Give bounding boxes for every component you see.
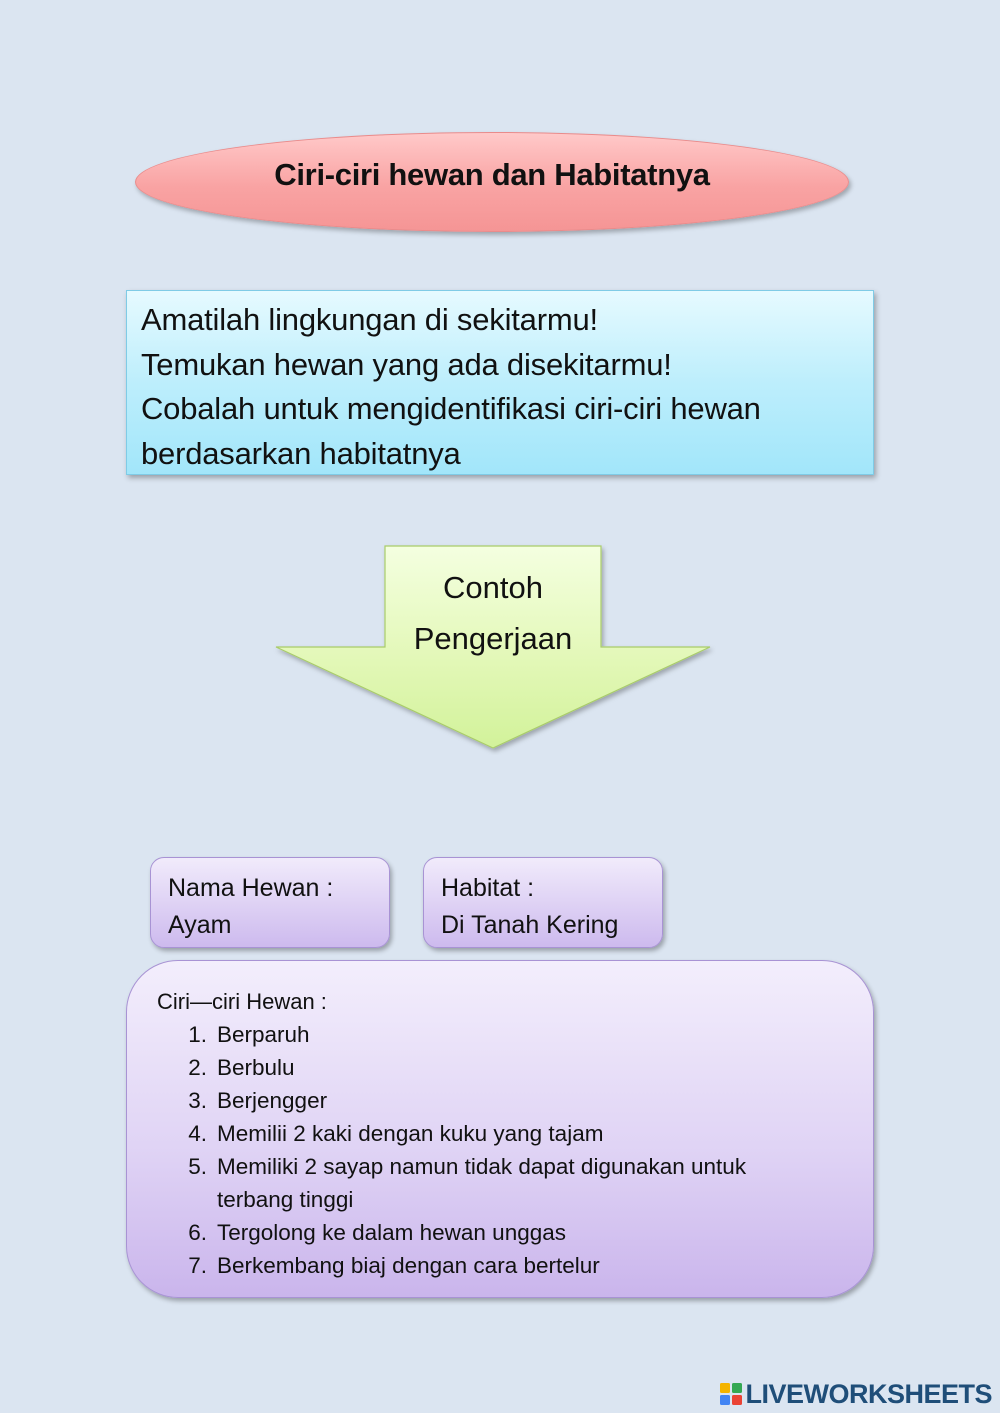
list-item bbox=[157, 1249, 873, 1282]
instruction-line: berdasarkan habitatnya bbox=[141, 436, 461, 472]
instruction-box bbox=[126, 290, 874, 475]
animal-name-value: Ayam bbox=[168, 911, 232, 939]
list-item bbox=[157, 1216, 873, 1249]
liveworksheets-logo-icon bbox=[720, 1383, 742, 1405]
traits-list bbox=[157, 1018, 873, 1282]
instruction-line: Temukan hewan yang ada disekitarmu! bbox=[141, 346, 672, 382]
arrow-label-line2: Pengerjaan bbox=[413, 621, 573, 656]
habitat-box bbox=[423, 857, 663, 948]
list-item-text: Memilii 2 kaki dengan kuku yang tajam bbox=[217, 1121, 604, 1146]
animal-name-label: Nama Hewan : bbox=[168, 874, 334, 902]
list-item-number: 1. bbox=[188, 1022, 207, 1047]
list-item-number: 4. bbox=[188, 1121, 207, 1146]
arrow-label bbox=[385, 562, 601, 664]
traits-title: Ciri—ciri Hewan : bbox=[157, 989, 327, 1014]
brand-text: LIVEWORKSHEETS bbox=[745, 1378, 992, 1409]
list-item bbox=[157, 1018, 873, 1051]
list-item-text: Berjengger bbox=[217, 1088, 328, 1113]
traits-box bbox=[126, 960, 874, 1298]
list-item bbox=[157, 1084, 873, 1117]
list-item bbox=[157, 1051, 873, 1084]
habitat-value: Di Tanah Kering bbox=[441, 911, 619, 939]
list-item-text: Berkembang biaj dengan cara bertelur bbox=[217, 1253, 600, 1278]
instruction-line: Cobalah untuk mengidentifikasi ciri-ciri hewan bbox=[141, 391, 761, 427]
list-item-text: Berparuh bbox=[217, 1022, 310, 1047]
list-item-number: 6. bbox=[188, 1220, 207, 1245]
page-title: Ciri-ciri hewan dan Habitatnya bbox=[274, 157, 710, 192]
list-item-number: 3. bbox=[188, 1088, 207, 1113]
brand-watermark bbox=[720, 1379, 992, 1409]
list-item-text: Memiliki 2 sayap namun tidak dapat digunakan untuk terbang tinggi bbox=[217, 1154, 747, 1212]
list-item-text: Berbulu bbox=[217, 1055, 295, 1080]
list-item-number: 2. bbox=[188, 1055, 207, 1080]
list-item bbox=[157, 1150, 873, 1216]
list-item-number: 5. bbox=[188, 1154, 207, 1179]
arrow-label-line1: Contoh bbox=[443, 570, 543, 605]
instruction-line: Amatilah lingkungan di sekitarmu! bbox=[141, 302, 598, 337]
animal-name-box bbox=[150, 857, 390, 948]
list-item bbox=[157, 1117, 873, 1150]
habitat-label: Habitat : bbox=[441, 874, 535, 902]
list-item-number: 7. bbox=[188, 1253, 207, 1278]
list-item-text: Tergolong ke dalam hewan unggas bbox=[217, 1220, 566, 1245]
